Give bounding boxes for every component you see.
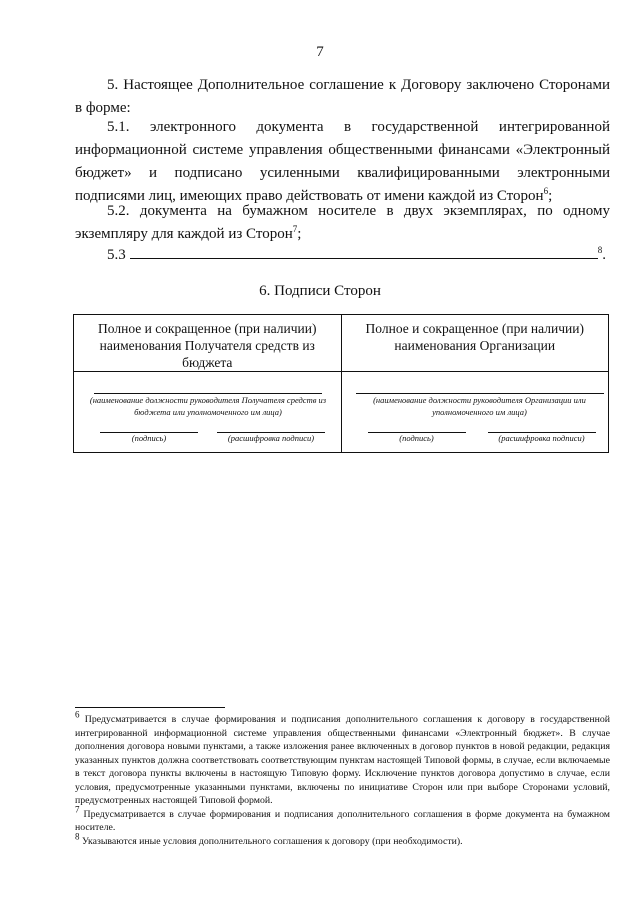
paragraph-5-3-blank-line[interactable] [130,242,598,259]
left-decryption-caption: (расшифровка подписи) [227,433,315,443]
paragraph-5-3-end: . [602,247,606,263]
paragraph-5-1-text [75,116,610,208]
footnote-8-text: Указываются иные условия дополнительного соглашения к договору (при необходимости). [79,835,463,847]
signatures-table [73,314,609,453]
right-decryption-caption: (расшифровка подписи) [498,433,585,443]
footnote-6-text: Предусматривается в случае формирования и подписания дополнительного соглашения к договору в государственной интегрированной информационной системе управления общественными финансами «Электронный бюджет». В случае дополнения договора новыми пунктами, а также изложения ранее включенных в договор пунктов в новой редакции, редакция указанных пунктов должна соответствовать соответствующим пунктам настоящей Типовой формы, в случае, если включаемые в текст договора пункты включены в настоящую Типовую форму. Исключение пунктов договора допустимо в случае, если условия, предусмотренные указанными пунктами, включены по инициативе Сторон или при выборе Сторонами условий, предусмотренных настоящей Типовой формой. [75,714,610,806]
paragraph-5-1-body: 5.1. электронного документа в государственной интегрированной информационной системе управления общественными финансами «Электронный бюджет» и подписано усиленными квалифицированными электронными подписями лиц, имеющих право действовать от имени каждой из Сторон [75,119,610,204]
footnote-8-number: 8 [75,831,80,842]
paragraph-5-1-end: ; [548,188,553,204]
paragraph-5-1 [75,116,610,208]
footnote-ref-7[interactable]: 7 [292,224,298,234]
paragraph-5-text: 5. Настоящее Дополнительное соглашение к Договору заключено Сторонами в форме: [75,77,610,116]
paragraph-5-2-text [75,200,610,246]
right-party-header: Полное и сокращенное (при наличии) наименования Организации [341,315,609,372]
left-signature-cell [74,372,342,453]
paragraph-5-2-end: ; [297,226,302,242]
paragraph-5-2 [75,200,610,246]
footnote-7-number: 7 [75,804,80,815]
left-role-caption: (наименование должности руководителя Получателя средств из бюджета или уполномоченного им лица) [89,395,327,417]
footnote-7-text: Предусматривается в случае формирования и подписания дополнительного соглашения в форме документа на бумажном носителе. [75,808,610,833]
paragraph-5-3-label: 5.3 [107,247,126,263]
page-number: 7 [316,44,324,60]
left-signature-caption: (подпись) [131,433,167,443]
right-signature-cell [341,372,609,453]
paragraph-5-2-body: 5.2. документа на бумажном носителе в двух экземплярах, по одному экземпляру для каждой из Сторон [75,203,610,242]
paragraph-5-3 [107,242,610,267]
right-role-caption: (наименование должности руководителя Организации или уполномоченного им лица) [373,395,586,417]
footnote-8 [75,831,610,849]
footnote-ref-8[interactable]: 8 [597,245,603,255]
footnote-6 [75,709,610,808]
footnote-7 [75,804,610,835]
footnote-6-number: 6 [75,709,80,720]
footnote-ref-6[interactable]: 6 [543,186,549,196]
footnotes [75,709,610,848]
section-6-title: 6. Подписи Сторон [259,283,381,299]
left-party-header: Полное и сокращенное (при наличии) наименования Получателя средств из бюджета [74,315,342,372]
paragraph-5 [75,74,610,120]
right-signature-caption: (подпись) [399,433,434,443]
footnote-separator [75,707,225,708]
